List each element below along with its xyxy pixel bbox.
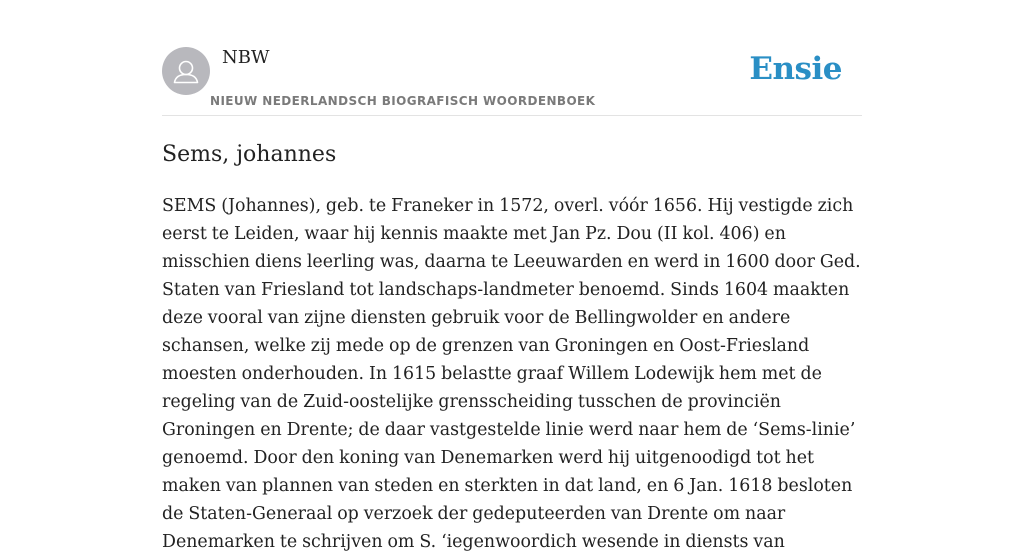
source-avatar[interactable] bbox=[162, 47, 210, 95]
article-title: Sems, johannes bbox=[162, 142, 337, 167]
source-name-link[interactable]: NBW bbox=[222, 47, 270, 68]
source-full-name: NIEUW NEDERLANDSCH BIOGRAFISCH WOORDENBOEK bbox=[210, 94, 596, 108]
user-icon bbox=[162, 47, 210, 95]
ensie-logo[interactable]: Ensie bbox=[749, 51, 842, 87]
article-body: SEMS (Johannes), geb. te Franeker in 1572, overl. vóór 1656. Hij vestigde zich eerst te Leiden, waar hij kennis maakte met Jan Pz. Dou (II kol. 406) en misschien diens leerling was, daarna te Leeuwarden en werd in 1600 door Ged. Staten van Friesland tot landschaps-landmeter benoemd. Sinds 1604 maakten deze vooral van zijne diensten gebruik voor de Bellingwolder en andere schansen, welke zij mede op de grenzen van Groningen en Oost-Friesland moesten onderhouden. In 1615 belastte graaf Willem Lodewijk hem met de regeling van de Zuid-oostelijke grensscheiding tusschen de provinciën Groningen en Drente; de daar vastgestelde linie werd naar hem de ‘Sems-linie’ genoemd. Door den koning van Denemarken werd hij uitgenoodigd tot het maken van plannen van steden en sterkten in dat land, en 6 Jan. 1618 besloten de Staten-Generaal op verzoek der gedeputeerden van Drente om naar Denemarken te schrijven om S. ‘iegenwoordich wesende in diensts van bbox=[162, 196, 861, 552]
source-header bbox=[162, 0, 862, 116]
content-container bbox=[162, 0, 862, 552]
